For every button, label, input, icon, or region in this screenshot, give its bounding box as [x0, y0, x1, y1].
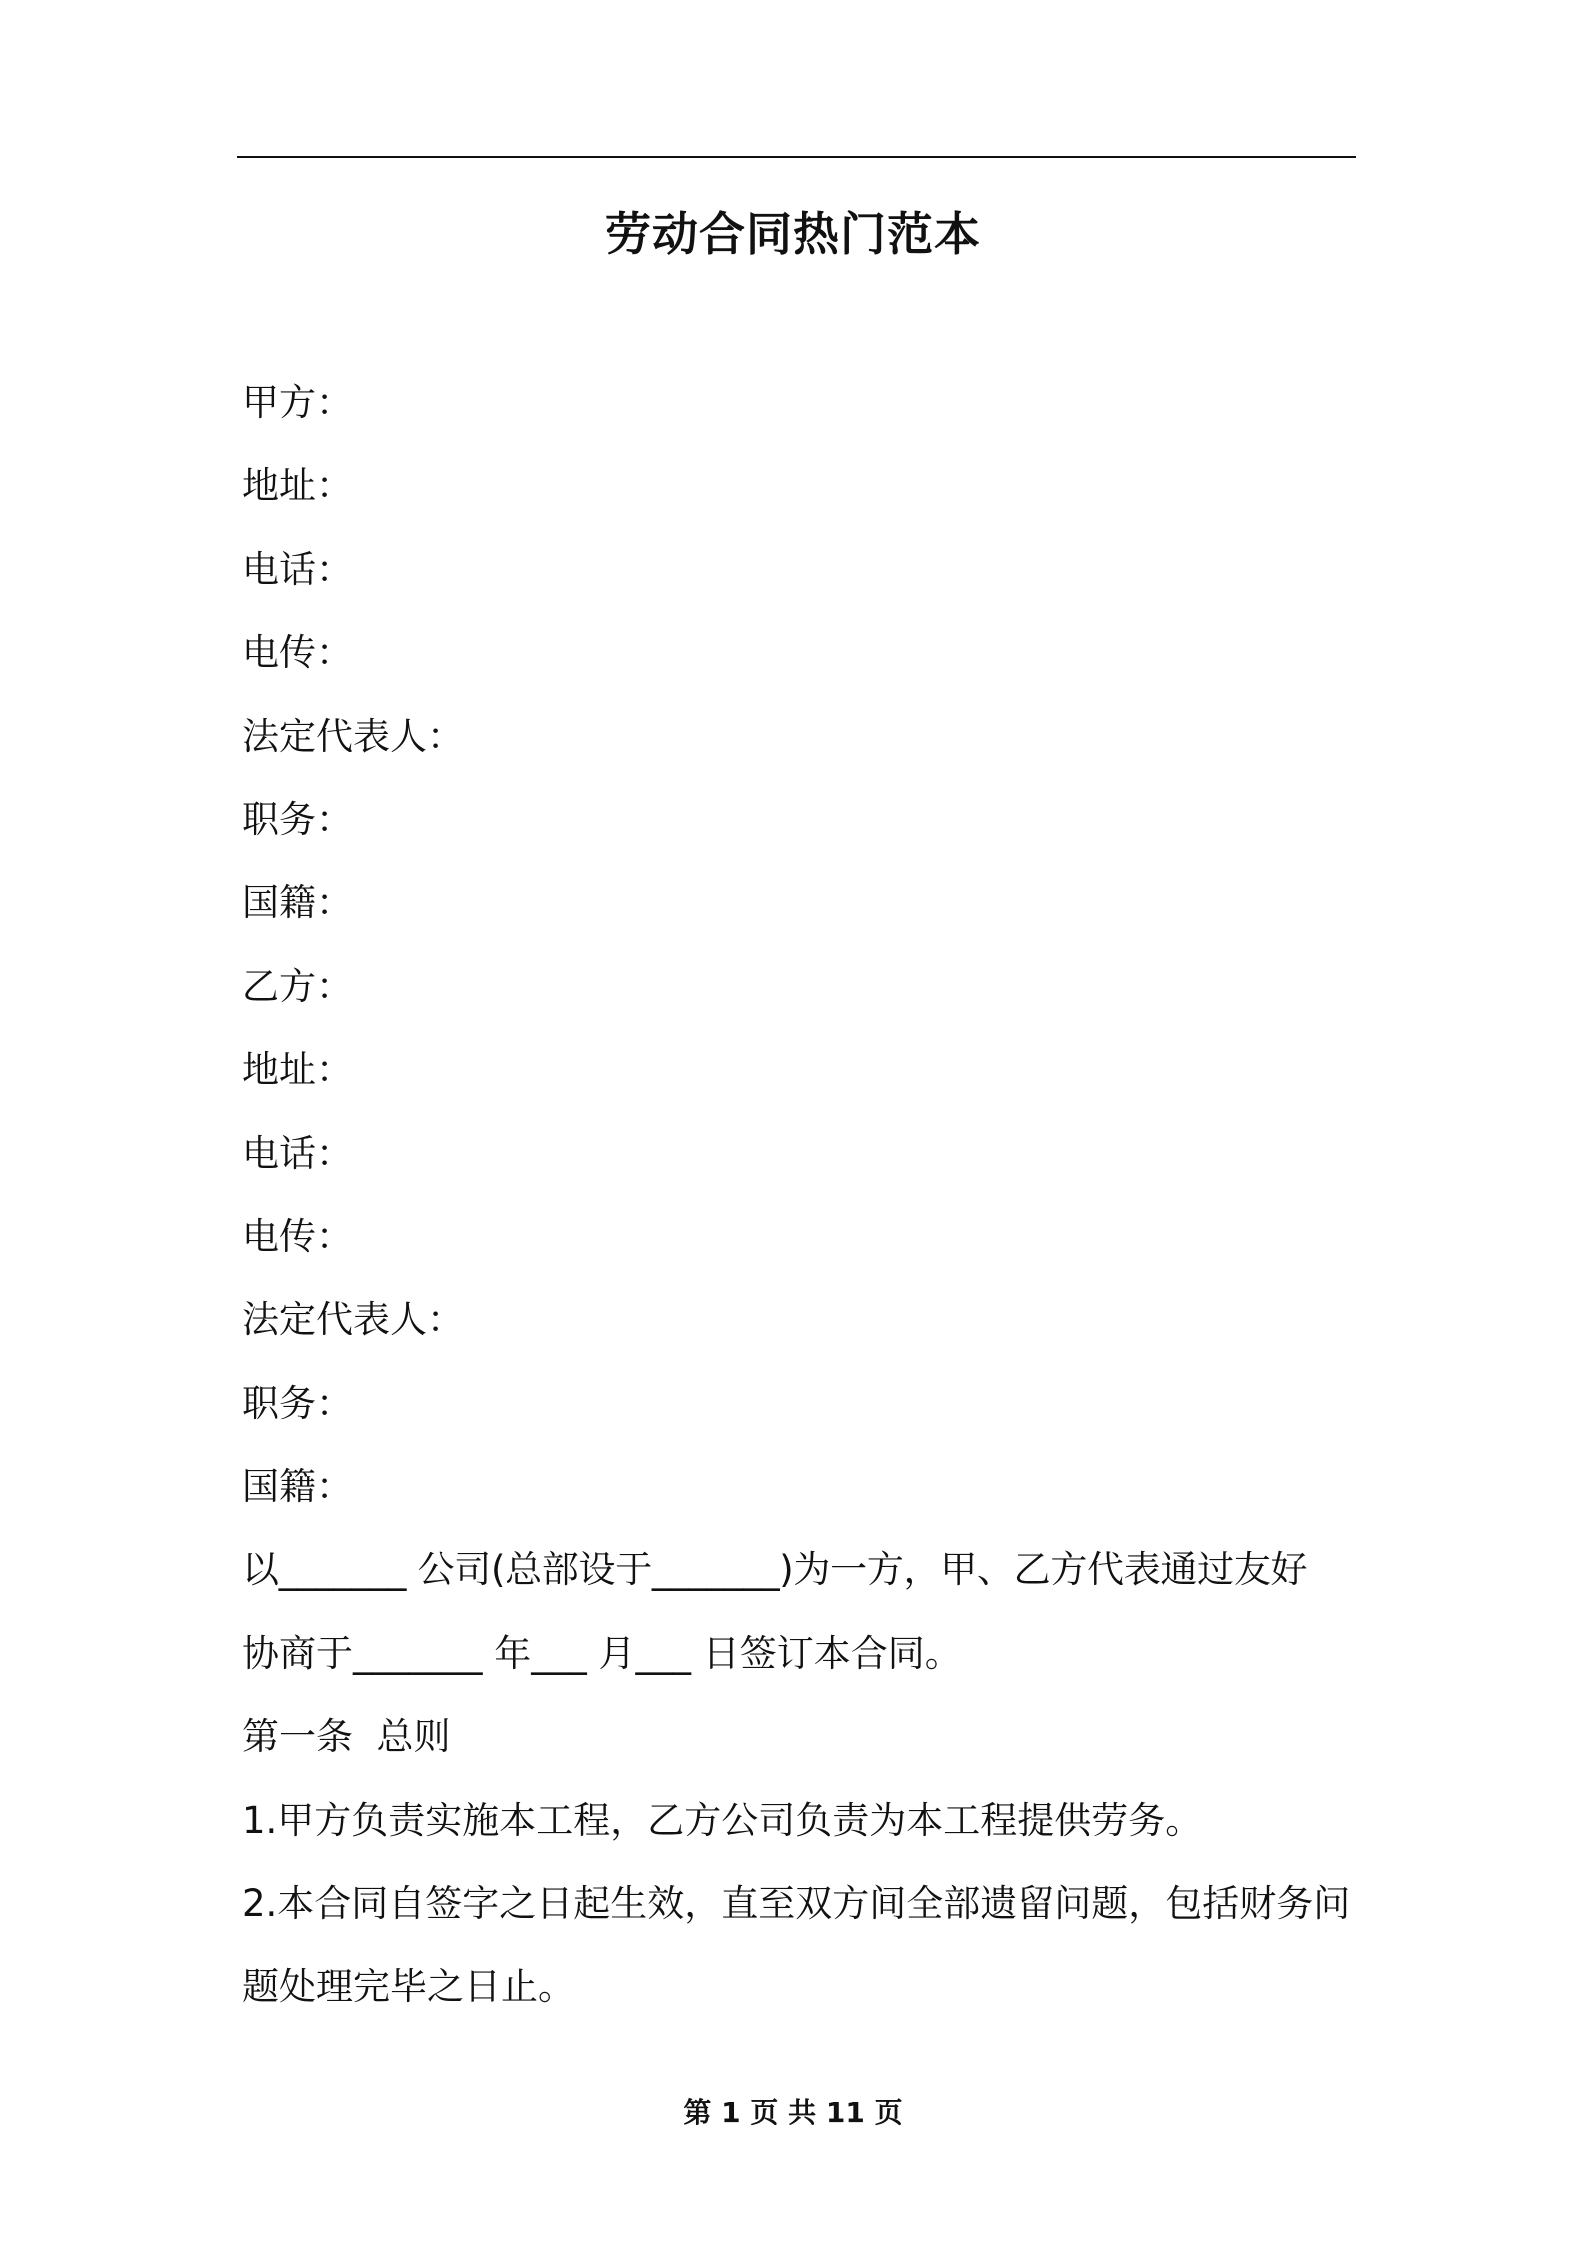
- intro-paragraph-line: 协商于_______ 年___ 月___ 日签订本合同。: [242, 1631, 962, 1675]
- article-1-item-1: 1.甲方负责实施本工程，乙方公司负责为本工程提供劳务。: [242, 1798, 1203, 1842]
- party-b-legal-rep-field: 法定代表人：: [242, 1298, 464, 1342]
- page-number-footer: 第 1 页 共 11 页: [683, 2096, 903, 2129]
- article-1-item-2-line: 题处理完毕之日止。: [242, 1965, 575, 2009]
- article-1-heading: 第一条 总则: [242, 1715, 451, 1759]
- party-b-address-field: 地址：: [242, 1048, 353, 1092]
- party-b-fax-field: 电传：: [242, 1214, 353, 1258]
- party-a-address-field: 地址：: [242, 464, 353, 508]
- intro-paragraph-line: 以_______ 公司(总部设于_______)为一方，甲、乙方代表通过友好: [242, 1548, 1308, 1592]
- party-a-legal-rep-field: 法定代表人：: [242, 714, 464, 758]
- party-a-nationality-field: 国籍：: [242, 881, 353, 925]
- party-b-position-field: 职务：: [242, 1381, 353, 1425]
- document-title: 劳动合同热门范本: [605, 207, 981, 261]
- party-b-nationality-field: 国籍：: [242, 1465, 353, 1509]
- party-a-phone-field: 电话：: [242, 547, 353, 591]
- header-rule: [237, 156, 1356, 158]
- party-a-fax-field: 电传：: [242, 631, 353, 675]
- party-a-name-field: 甲方：: [242, 381, 353, 424]
- document-body: [242, 361, 1356, 2029]
- party-b-name-field: 乙方：: [242, 964, 353, 1008]
- article-1-item-2-line: 2.本合同自签字之日起生效，直至双方间全部遗留问题，包括财务问: [242, 1882, 1351, 1926]
- party-b-phone-field: 电话：: [242, 1131, 353, 1175]
- party-a-position-field: 职务：: [242, 797, 353, 841]
